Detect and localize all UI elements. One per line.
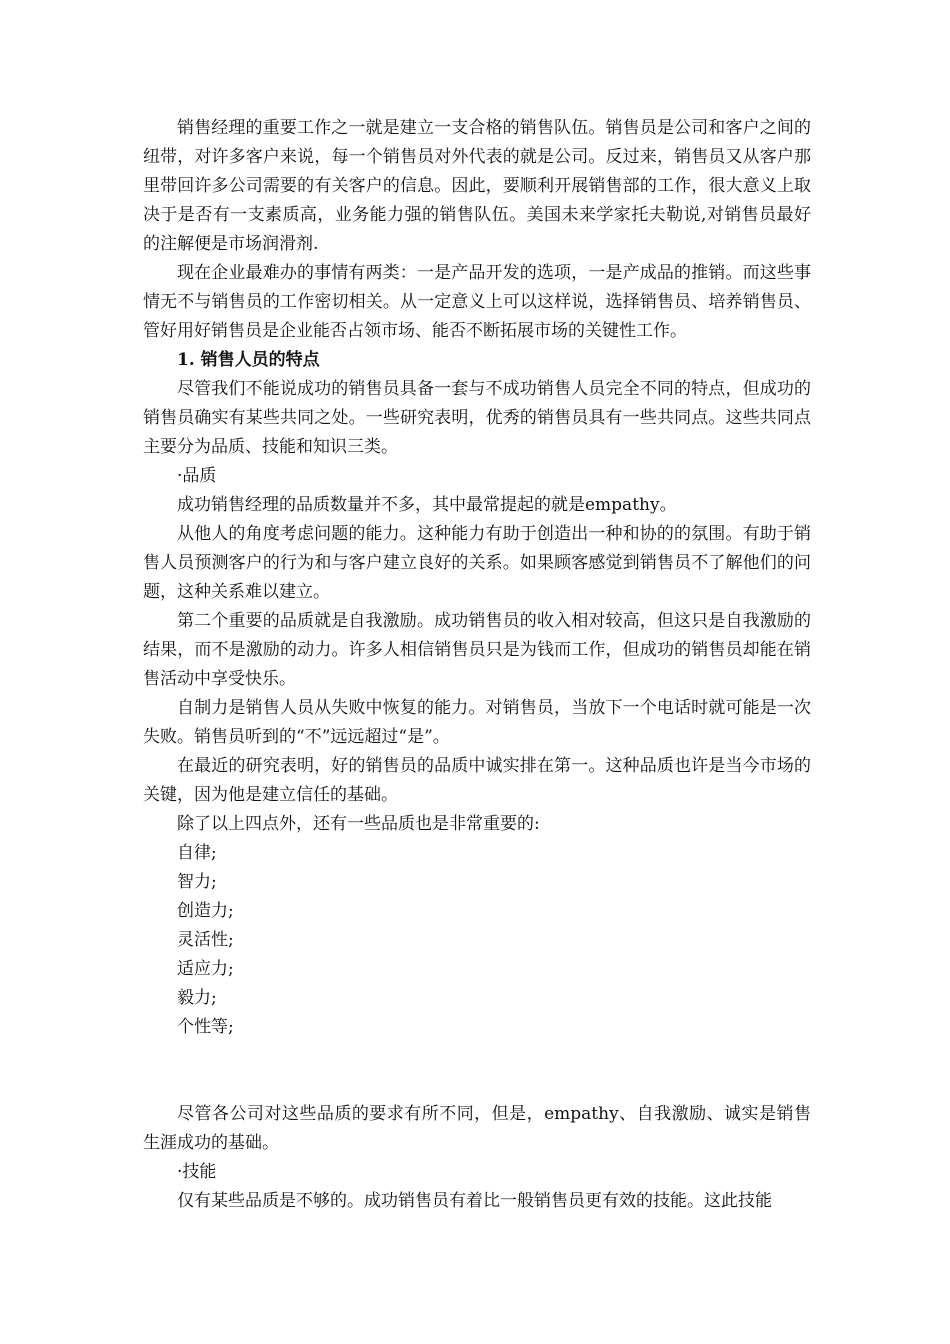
quality-paragraph-3: 第二个重要的品质就是自我激励。成功销售员的收入相对较高，但这只是自我激励的结果，而不是激励的动力。许多人相信销售员只是为钱而工作，但成功的销售员却能在销售活动中享受快乐。 [143,611,811,689]
section-intro-paragraph: 尽管我们不能说成功的销售员具备一套与不成功销售人员完全不同的特点，但成功的销售员确实有某些共同之处。一些研究表明，优秀的销售员具有一些共同点。这些共同点主要分为品质、技能和知识三类。 [143,379,811,457]
quality-paragraph-4: 自制力是销售人员从失败中恢复的能力。对销售员，当放下一个电话时就可能是一次失败。销售员听到的“不”远远超过“是”。 [143,698,811,747]
quality-paragraph-6: 除了以上四点外，还有一些品质也是非常重要的: [177,814,540,834]
bullet-quality: ·品质 [177,466,217,486]
list-item: 适应力; [177,959,234,979]
skills-paragraph: 仅有某些品质是不够的。成功销售员有着比一般销售员更有效的技能。这此技能 [177,1191,772,1211]
list-item: 灵活性; [177,930,234,950]
document-page [143,114,811,1216]
intro-paragraph-1: 销售经理的重要工作之一就是建立一支合格的销售队伍。销售员是公司和客户之间的纽带，对许多客户来说，每一个销售员对外代表的就是公司。反过来，销售员又从客户那里带回许多公司需要的有关客户的信息。因此，要顺利开展销售部的工作，很大意义上取决于是否有一支素质高，业务能力强的销售队伍。美国未来学家托夫勒说,对销售员最好的注解便是市场润滑剂. [143,118,811,254]
bullet-skills: ·技能 [177,1162,217,1182]
list-item: 毅力; [177,988,217,1008]
list-item: 个性等; [177,1017,234,1037]
quality-paragraph-1: 成功销售经理的品质数量并不多，其中最常提起的就是empathy。 [177,495,677,515]
list-item: 自律; [177,843,217,863]
blank-spacer [143,1042,811,1100]
quality-paragraph-5: 在最近的研究表明，好的销售员的品质中诚实排在第一。这种品质也许是当今市场的关键，因为他是建立信任的基础。 [143,756,811,805]
list-item: 智力; [177,872,217,892]
intro-paragraph-2: 现在企业最难办的事情有两类：一是产品开发的选项，一是产成品的推销。而这些事情无不与销售员的工作密切相关。从一定意义上可以这样说，选择销售员、培养销售员、管好用好销售员是企业能否占领市场、能否不断拓展市场的关键性工作。 [143,263,811,341]
quality-summary-paragraph: 尽管各公司对这些品质的要求有所不同，但是，empathy、自我激励、诚实是销售生涯成功的基础。 [143,1104,811,1153]
list-item: 创造力; [177,901,234,921]
section-heading-salesperson-traits: 1. 销售人员的特点 [177,350,320,370]
quality-paragraph-2: 从他人的角度考虑问题的能力。这种能力有助于创造出一种和协的的氛围。有助于销售人员预测客户的行为和与客户建立良好的关系。如果顾客感觉到销售员不了解他们的问题，这种关系难以建立。 [143,524,811,602]
